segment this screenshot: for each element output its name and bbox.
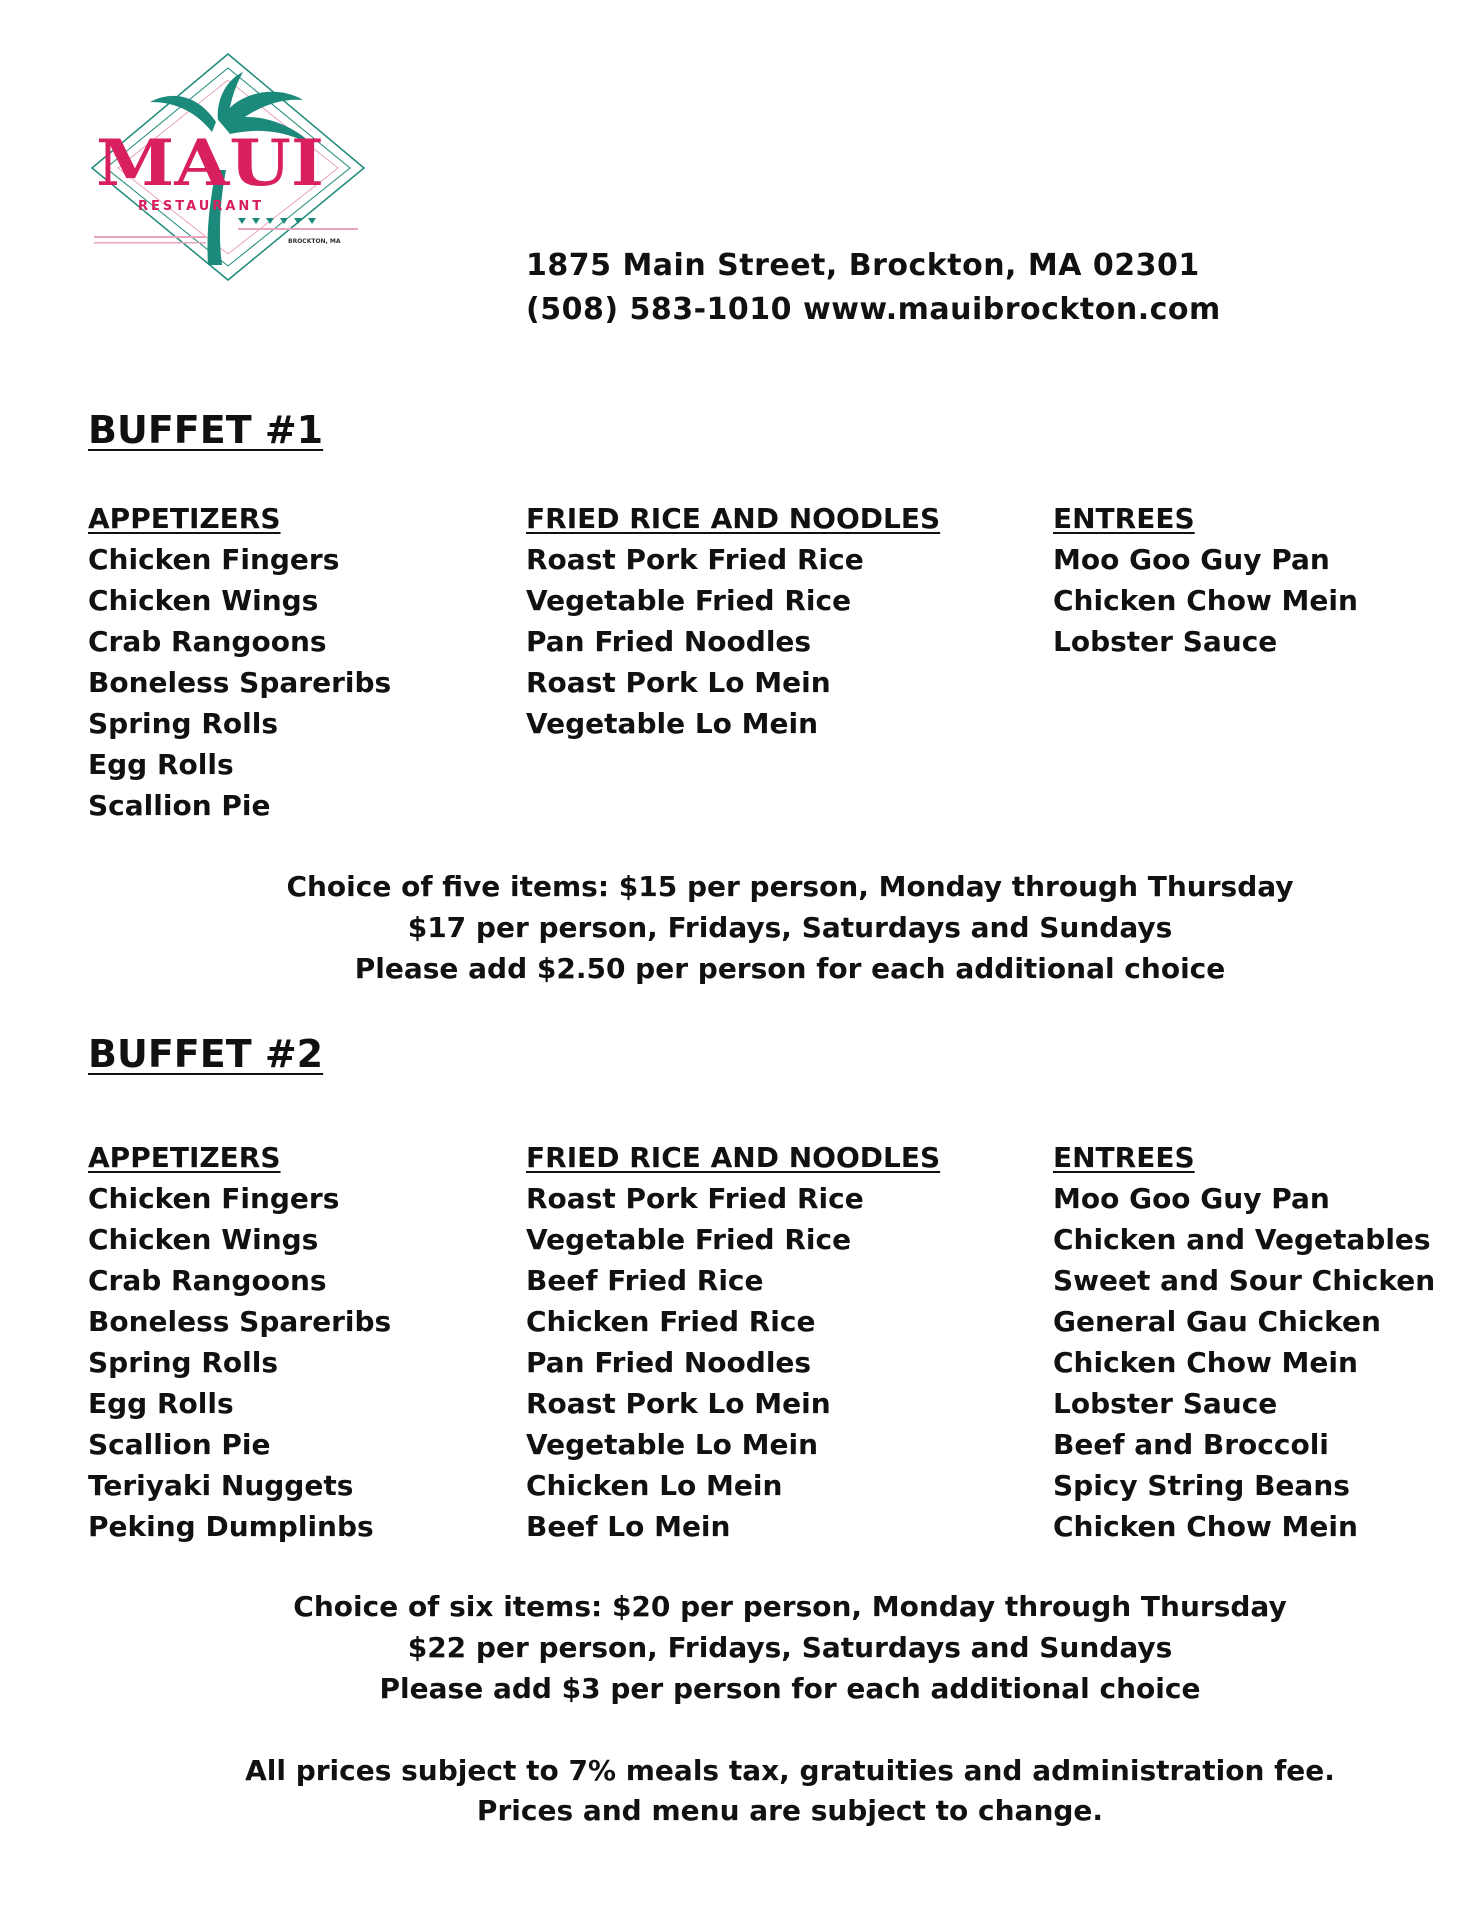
list-item: Spicy String Beans: [1053, 1469, 1350, 1502]
list-item: Chicken Lo Mein: [526, 1469, 783, 1502]
buffet-1-title: BUFFET #1: [88, 408, 324, 452]
buffet-2-rice-noodles: [526, 1137, 940, 1547]
footer-line: All prices subject to 7% meals tax, gratuities and administration fee.: [245, 1754, 1335, 1787]
list-item: Chicken Chow Mein: [1053, 1346, 1358, 1379]
maui-restaurant-logo: [88, 50, 368, 285]
list-item: Chicken Chow Mein: [1053, 584, 1358, 617]
list-item: Egg Rolls: [88, 1387, 234, 1420]
pricing-line: Choice of six items: $20 per person, Monday through Thursday: [293, 1590, 1287, 1623]
list-item: Roast Pork Lo Mein: [526, 1387, 831, 1420]
list-item: Roast Pork Fried Rice: [526, 543, 864, 576]
list-item: General Gau Chicken: [1053, 1305, 1381, 1338]
list-item: Teriyaki Nuggets: [88, 1469, 354, 1502]
list-item: Egg Rolls: [88, 748, 234, 781]
list-item: Vegetable Lo Mein: [526, 1428, 819, 1461]
pricing-line: Please add $3 per person for each additional choice: [379, 1672, 1201, 1705]
buffet-1-rice-header: FRIED RICE AND NOODLES: [526, 502, 941, 535]
pricing-line: $22 per person, Fridays, Saturdays and Sundays: [407, 1631, 1173, 1664]
list-item: Spring Rolls: [88, 1346, 278, 1379]
footer-notes: [0, 1751, 1484, 1831]
footer-line: Prices and menu are subject to change.: [476, 1794, 1104, 1827]
list-item: Lobster Sauce: [1053, 1387, 1278, 1420]
list-item: Chicken Fingers: [88, 543, 340, 576]
list-item: Spring Rolls: [88, 707, 278, 740]
list-item: Beef Fried Rice: [526, 1264, 764, 1297]
list-item: Sweet and Sour Chicken: [1053, 1264, 1436, 1297]
buffet-2-entrees-header: ENTREES: [1053, 1141, 1195, 1174]
pricing-line: $17 per person, Fridays, Saturdays and Sundays: [407, 911, 1173, 944]
list-item: Scallion Pie: [88, 789, 271, 822]
buffet-2-entrees: [1053, 1137, 1435, 1547]
list-item: Crab Rangoons: [88, 625, 327, 658]
list-item: Scallion Pie: [88, 1428, 271, 1461]
buffet-1-appetizers-header: APPETIZERS: [88, 502, 281, 535]
list-item: Peking Dumplinbs: [88, 1510, 374, 1543]
list-item: Pan Fried Noodles: [526, 625, 812, 658]
list-item: Vegetable Lo Mein: [526, 707, 819, 740]
buffet-2-appetizers: [88, 1137, 391, 1547]
logo-location: BROCKTON, MA: [288, 238, 341, 245]
logo-subtitle: RESTAURANT: [138, 199, 265, 214]
buffet-2-rice-header: FRIED RICE AND NOODLES: [526, 1141, 941, 1174]
list-item: Roast Pork Lo Mein: [526, 666, 831, 699]
logo-name: MAUI: [96, 126, 324, 201]
list-item: Boneless Spareribs: [88, 1305, 392, 1338]
list-item: Chicken Fried Rice: [526, 1305, 816, 1338]
list-item: Chicken Fingers: [88, 1182, 340, 1215]
buffet-1-entrees: [1053, 498, 1358, 662]
buffet-1-pricing: [0, 866, 1484, 989]
pricing-line: Please add $2.50 per person for each additional choice: [354, 952, 1226, 985]
buffet-2-pricing: [0, 1586, 1484, 1709]
list-item: Moo Goo Guy Pan: [1053, 543, 1330, 576]
list-item: Crab Rangoons: [88, 1264, 327, 1297]
list-item: Chicken Wings: [88, 584, 319, 617]
phone-website-line: (508) 583-1010 www.mauibrockton.com: [526, 292, 1221, 327]
list-item: Beef and Broccoli: [1053, 1428, 1329, 1461]
list-item: Roast Pork Fried Rice: [526, 1182, 864, 1215]
address-line: 1875 Main Street, Brockton, MA 02301: [526, 248, 1200, 283]
list-item: Lobster Sauce: [1053, 625, 1278, 658]
list-item: Chicken and Vegetables: [1053, 1223, 1431, 1256]
buffet-2-title: BUFFET #2: [88, 1032, 324, 1076]
pricing-line: Choice of five items: $15 per person, Monday through Thursday: [286, 870, 1294, 903]
list-item: Vegetable Fried Rice: [526, 584, 852, 617]
buffet-1-rice-noodles: [526, 498, 940, 744]
buffet-1-appetizers: [88, 498, 391, 826]
list-item: Chicken Wings: [88, 1223, 319, 1256]
buffet-1-entrees-header: ENTREES: [1053, 502, 1195, 535]
list-item: Vegetable Fried Rice: [526, 1223, 852, 1256]
list-item: Pan Fried Noodles: [526, 1346, 812, 1379]
list-item: Moo Goo Guy Pan: [1053, 1182, 1330, 1215]
list-item: Chicken Chow Mein: [1053, 1510, 1358, 1543]
list-item: Beef Lo Mein: [526, 1510, 731, 1543]
list-item: Boneless Spareribs: [88, 666, 392, 699]
buffet-2-appetizers-header: APPETIZERS: [88, 1141, 281, 1174]
